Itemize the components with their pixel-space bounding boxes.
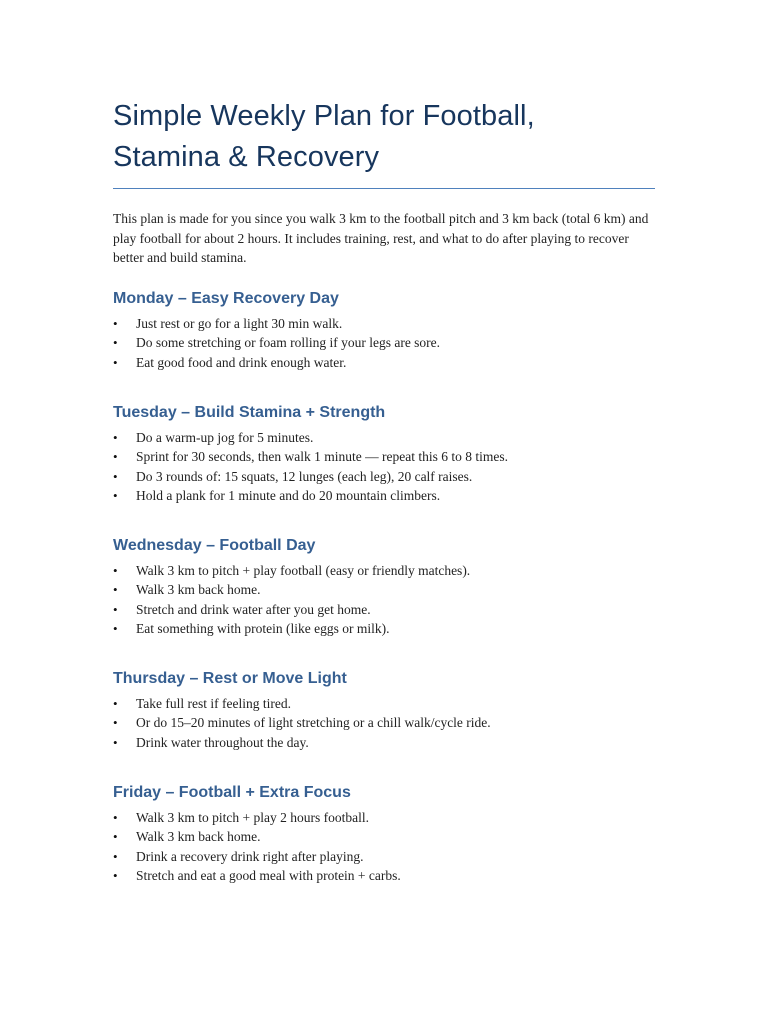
bullet-icon: •	[113, 696, 118, 711]
bullet-icon: •	[113, 316, 118, 331]
list-item-text: Do 3 rounds of: 15 squats, 12 lunges (each leg), 20 calf raises.	[136, 468, 473, 484]
list-item	[113, 314, 440, 333]
list-item	[113, 866, 401, 885]
list-item-text: Walk 3 km to pitch + play 2 hours football.	[136, 810, 369, 825]
list-item-text: Or do 15–20 minutes of light stretching or a chill walk/cycle ride.	[136, 715, 491, 731]
list-item	[113, 580, 470, 599]
list-item-text: Stretch and drink water after you get home.	[136, 601, 371, 617]
bullet-icon: •	[113, 868, 118, 884]
bullet-list	[113, 694, 491, 752]
section-heading: Friday – Football + Extra Focus	[113, 784, 351, 801]
list-item-text: Eat something with protein (like eggs or milk).	[136, 621, 390, 637]
list-item-text: Walk 3 km back home.	[136, 582, 261, 598]
list-item	[113, 333, 440, 352]
bullet-icon: •	[113, 430, 118, 445]
list-item	[113, 847, 401, 866]
list-item-text: Eat good food and drink enough water.	[136, 354, 347, 370]
document-page	[113, 96, 655, 884]
title-divider	[113, 188, 655, 189]
list-item-text: Sprint for 30 seconds, then walk 1 minute — repeat this 6 to 8 times.	[136, 449, 508, 465]
bullet-list	[113, 428, 508, 506]
list-item-text: Walk 3 km to pitch + play football (easy or friendly matches).	[136, 563, 471, 578]
bullet-icon: •	[113, 488, 118, 504]
list-item-text: Hold a plank for 1 minute and do 20 mountain climbers.	[136, 488, 441, 504]
list-item	[113, 486, 508, 505]
list-item	[113, 353, 440, 372]
list-item	[113, 447, 508, 466]
document-title	[113, 96, 655, 178]
section-heading: Monday – Easy Recovery Day	[113, 290, 339, 307]
list-item-text: Do a warm-up jog for 5 minutes.	[136, 430, 314, 445]
bullet-icon: •	[113, 354, 118, 370]
list-item-text: Just rest or go for a light 30 min walk.	[136, 316, 343, 331]
section-friday	[113, 783, 401, 886]
intro-paragraph: This plan is made for you since you walk 3 km to the football pitch and 3 km back (total 6 km) and play football for about 2 hours. It includes training, rest, and what to do after playing to recover better and build stamina.	[113, 211, 649, 265]
list-item	[113, 561, 470, 580]
list-item	[113, 619, 470, 638]
list-item	[113, 467, 508, 486]
section-heading: Thursday – Rest or Move Light	[113, 670, 347, 687]
list-item-text: Stretch and eat a good meal with protein + carbs.	[136, 868, 401, 884]
bullet-icon: •	[113, 563, 118, 578]
list-item	[113, 713, 491, 732]
bullet-icon: •	[113, 829, 118, 845]
section-heading: Wednesday – Football Day	[113, 537, 316, 554]
list-item-text: Walk 3 km back home.	[136, 829, 261, 845]
bullet-list	[113, 314, 440, 372]
bullet-icon: •	[113, 335, 118, 351]
bullet-icon: •	[113, 601, 118, 617]
bullet-list	[113, 808, 401, 886]
list-item	[113, 600, 470, 619]
bullet-icon: •	[113, 810, 118, 825]
list-item	[113, 808, 401, 827]
section-thursday	[113, 669, 491, 752]
list-item	[113, 694, 491, 713]
bullet-icon: •	[113, 582, 118, 598]
title-line-1: Simple Weekly Plan for Football,	[113, 100, 535, 132]
list-item-text: Drink water throughout the day.	[136, 734, 309, 750]
section-heading: Tuesday – Build Stamina + Strength	[113, 404, 386, 421]
bullet-icon: •	[113, 449, 118, 465]
section-monday	[113, 289, 440, 372]
bullet-icon: •	[113, 468, 118, 484]
bullet-icon: •	[113, 715, 118, 731]
section-wednesday	[113, 536, 470, 639]
list-item-text: Drink a recovery drink right after playing.	[136, 848, 364, 864]
list-item	[113, 827, 401, 846]
bullet-icon: •	[113, 621, 118, 637]
section-tuesday	[113, 403, 508, 506]
bullet-icon: •	[113, 848, 118, 864]
list-item-text: Do some stretching or foam rolling if your legs are sore.	[136, 335, 441, 351]
list-item	[113, 428, 508, 447]
bullet-icon: •	[113, 734, 118, 750]
list-item	[113, 733, 491, 752]
title-line-2: Stamina & Recovery	[113, 141, 380, 173]
list-item-text: Take full rest if feeling tired.	[136, 696, 291, 711]
bullet-list	[113, 561, 470, 639]
